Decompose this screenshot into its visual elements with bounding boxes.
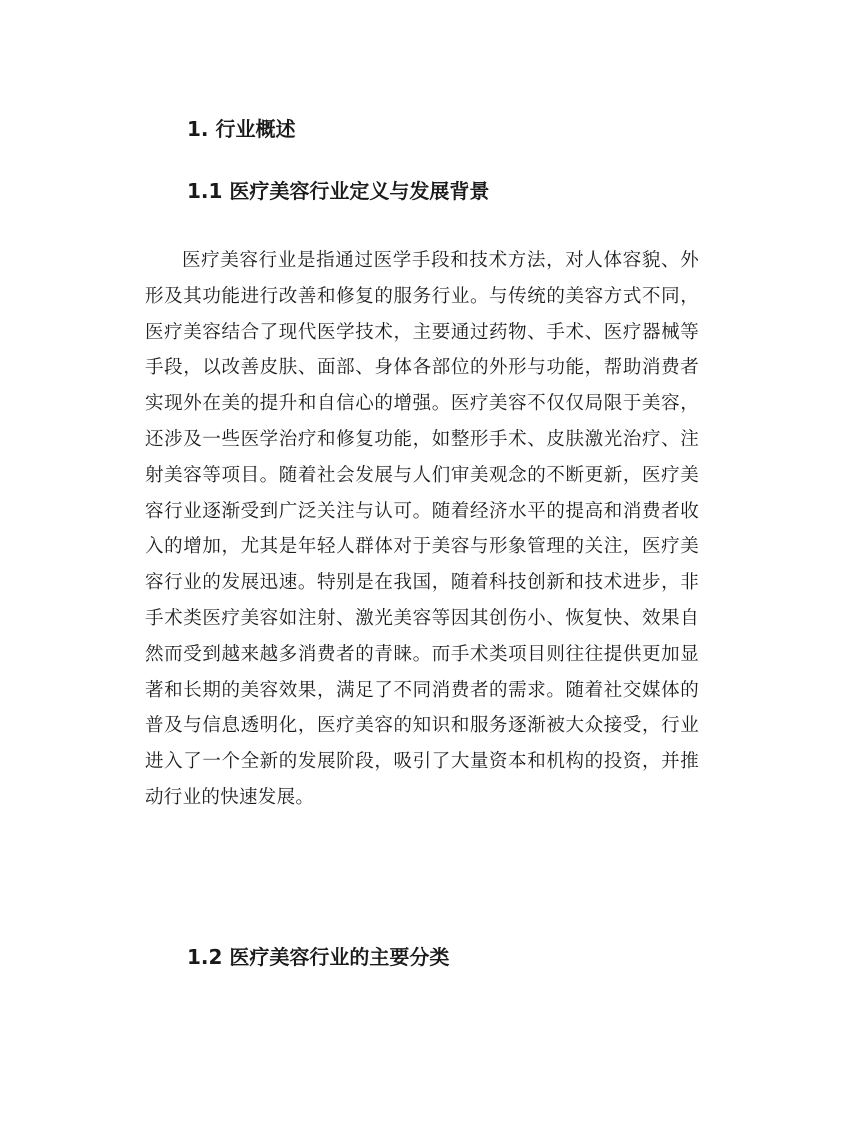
body-paragraph: 医疗美容行业是指通过医学手段和技术方法，对人体容貌、外形及其功能进行改善和修复的服务行业。与传统的美容方式不同，医疗美容结合了现代医学技术，主要通过药物、手术、医疗器械等手段，以改善皮肤、面部、身体各部位的外形与功能，帮助消费者实现外在美的提升和自信心的增强。医疗美容不仅仅局限于美容，还涉及一些医学治疗和修复功能，如整形手术、皮肤激光治疗、注射美容等项目。随着社会发展与人们审美观念的不断更新，医疗美容行业逐渐受到广泛关注与认可。随着经济水平的提高和消费者收入的增加，尤其是年轻人群体对于美容与形象管理的关注，医疗美容行业的发展迅速。特别是在我国，随着科技创新和技术进步，非手术类医疗美容如注射、激光美容等因其创伤小、恢复快、效果自然而受到越来越多消费者的青睐。而手术类项目则往往提供更加显著和长期的美容效果，满足了不同消费者的需求。随着社交媒体的普及与信息透明化，医疗美容的知识和服务逐渐被大众接受，行业进入了一个全新的发展阶段，吸引了大量资本和机构的投资，并推动行业的快速发展。 (145, 250, 699, 808)
section-heading-1-2: 1.2 医疗美容行业的主要分类 (187, 945, 450, 969)
section-heading-1-1: 1.1 医疗美容行业定义与发展背景 (187, 179, 490, 203)
section-heading-1: 1. 行业概述 (187, 117, 296, 141)
